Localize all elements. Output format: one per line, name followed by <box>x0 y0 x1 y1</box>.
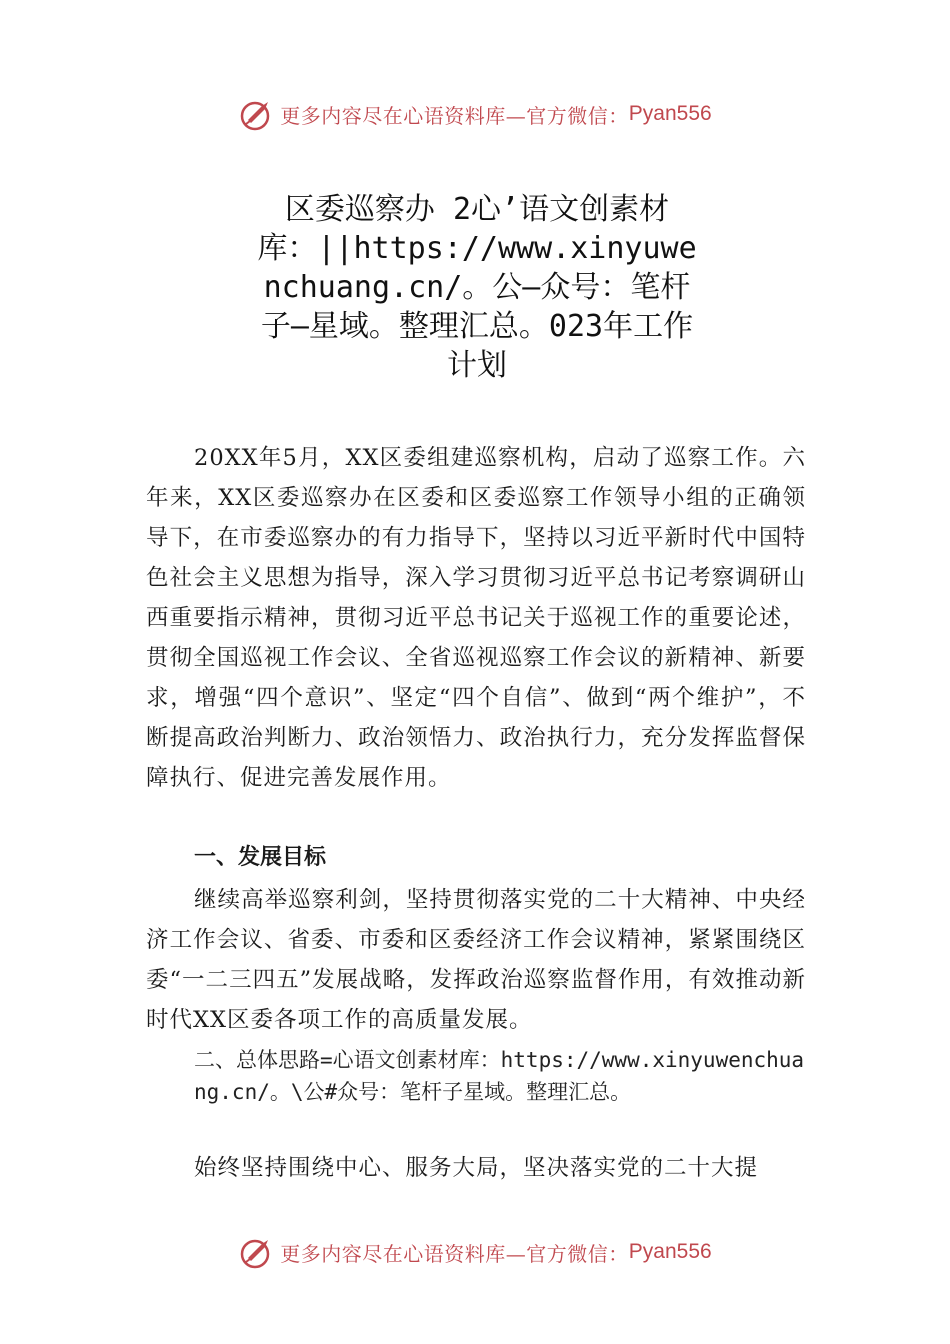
section-heading-goals: 一、发展目标 <box>194 845 327 870</box>
banner-wechat-id: Pyan556 <box>628 102 712 125</box>
banner-text: 更多内容尽在心语资料库— <box>280 1241 527 1266</box>
footer-banner <box>0 1232 950 1272</box>
header-banner <box>0 94 950 134</box>
document-title: 区委巡察办 2心’语文创素材库：||https://www.xinyuwenchuang.cn/。公—众号：笔杆子—星域。整理汇总。023年工作计划 <box>257 192 697 383</box>
pen-logo-icon <box>238 94 278 134</box>
paragraph-approach: 二、总体思路=心语文创素材库：https://www.xinyuwenchuang.cn/。\公#众号：笔杆子星域。整理汇总。 <box>194 1048 805 1104</box>
pen-logo-icon <box>238 1232 278 1272</box>
banner-wechat-id: Pyan556 <box>628 1240 712 1263</box>
banner-wechat-label: 官方微信： <box>526 1241 629 1266</box>
paragraph-goals: 继续高举巡察利剑，坚持贯彻落实党的二十大精神、中央经济工作会议、省委、市委和区委经济工作会议精神，紧紧围绕区委“一二三四五”发展战略，发挥政治巡察监督作用，有效推动新时代XX区委各项工作的高质量发展。 <box>146 887 806 1033</box>
banner-text: 更多内容尽在心语资料库— <box>280 103 527 128</box>
paragraph-intro: 20XX年5月，XX区委组建巡察机构，启动了巡察工作。六年来，XX区委巡察办在区委和区委巡察工作领导小组的正确领导下，在市委巡察办的有力指导下，坚持以习近平新时代中国特色社会主义思想为指导，深入学习贯彻习近平总书记考察调研山西重要指示精神，贯彻习近平总书记关于巡视工作的重要论述，贯彻全国巡视工作会议、全省巡视巡察工作会议的新精神、新要求，增强“四个意识”、坚定“四个自信”、做到“两个维护”，不断提高政治判断力、政治领悟力、政治执行力，充分发挥监督保障执行、促进完善发展作用。 <box>146 445 806 791</box>
paragraph-continuation: 始终坚持围绕中心、服务大局，坚决落实党的二十大提 <box>194 1155 759 1181</box>
banner-wechat-label: 官方微信： <box>526 103 629 128</box>
